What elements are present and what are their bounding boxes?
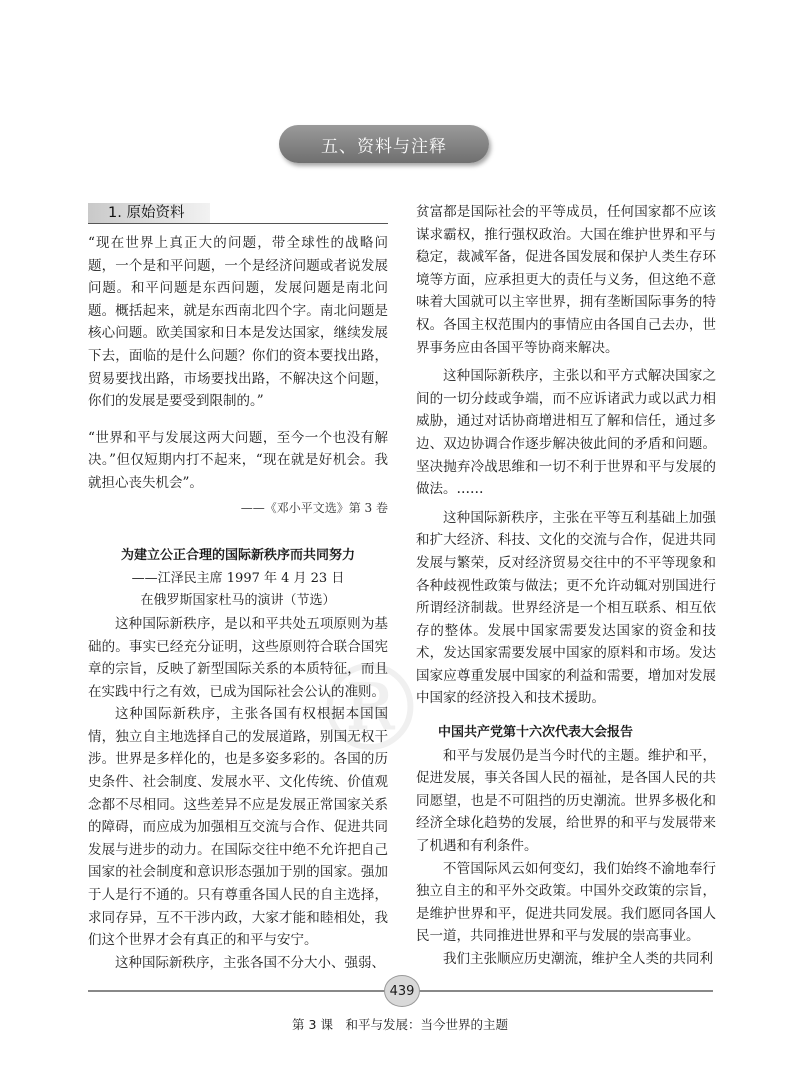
article-paragraph-3: 这种国际新秩序，主张各国不分大小、强弱、: [115, 954, 385, 971]
report-title: 中国共产党第十六次代表大会报告: [438, 725, 634, 741]
article-paragraph-2: 这种国际新秩序，主张各国有权根据本国国情，独立自主地选择自己的发展道路，别国无权干涉。世界是多样化的，也是多姿多彩的。各国的历史条件、社会制度、发展水平、文化传统、价值观念都不尽相同。这些差异不应是发展正常国家关系的障碍，而应成为加强相互交流与合作、促进共同发展与进步的动力。在国际交往中绝不允许把自己国家的社会制度和意识形态强加于别的国家。强加于人是行不通的。只有尊重各国人民的自主选择，求同存异，互不干涉内政，大家才能和睦相处，我们这个世界才会有真正的和平与安宁。: [88, 706, 388, 949]
publisher-watermark: ®: [310, 640, 430, 779]
section-heading-label: 1. 原始资料: [108, 205, 185, 221]
report-paragraph-3: 我们主张顺应历史潮流，维护全人类的共同利: [443, 951, 713, 967]
left-column: [88, 198, 388, 974]
footer-lesson-title: 第 3 课 和平与发展：当今世界的主题: [292, 1017, 508, 1032]
right-column: [416, 201, 716, 971]
page-number: 439: [384, 975, 420, 1007]
article-paragraph-1: 这种国际新秩序，是以和平共处五项原则为基础的。事实已经充分证明，这些原则符合联合国宪章的宗旨，反映了新型国际关系的本质特征，而且在实践中行之有效，已成为国际社会公认的准则。: [88, 615, 388, 700]
article-title: 为建立公正合理的国际新秩序而共同努力: [120, 548, 355, 564]
report-paragraph-2: 不管国际风云如何变幻，我们始终不渝地奉行独立自主的和平外交政策。中国外交政策的宗旨，是维护世界和平，促进共同发展。我们愿同各国人民一道，共同推进世界和平与发展的崇高事业。: [416, 860, 716, 945]
section-heading: [88, 198, 388, 226]
article-author: ——江泽民主席 1997 年 4 月 23 日: [131, 570, 345, 586]
report-paragraph-1: 和平与发展仍是当今时代的主题。维护和平，促进发展，事关各国人民的福祉，是各国人民的共同愿望，也是不可阻挡的历史潮流。世界多极化和经济全球化趋势的发展，给世界的和平与发展带来了机遇和有利条件。: [416, 747, 716, 855]
deng-quote-1: “现在世界上真正大的问题，带全球性的战略问题，一个是和平问题，一个是经济问题或者说发展问题。和平问题是东西问题，发展问题是南北问题。概括起来，就是东西南北四个字。南北问题是核心问题。欧美国家和日本是发达国家，继续发展下去，面临的是什么问题？你们的资本要找出路，贸易要找出路，市场要找出路，不解决这个问题，你们的发展是要受到限制的。”: [88, 235, 388, 410]
deng-quote-2: “世界和平与发展这两大问题，至今一个也没有解决。”但仅短期内打不起来，“现在就是好机会。我就担心丧失机会”。: [88, 429, 388, 491]
quote-source: ——《邓小平文选》第 3 卷: [240, 500, 388, 515]
chapter-banner: 五、资料与注释: [279, 125, 489, 163]
article-paragraph-4: 这种国际新秩序，主张以和平方式解决国家之间的一切分歧或争端，而不应诉诸武力或以武力相威胁，通过对话协商增进相互了解和信任，通过多边、双边协调合作逐步解决彼此间的矛盾和问题。坚决抛弃冷战思维和一切不利于世界和平与发展的做法。……: [416, 368, 716, 498]
article-paragraph-3-cont: 贫富都是国际社会的平等成员，任何国家都不应该谋求霸权，推行强权政治。大国在维护世界和平与稳定，裁减军备，促进各国发展和保护人类生存环境等方面，应承担更大的责任与义务，但这绝不意味着大国就可以主宰世界，拥有垄断国际事务的特权。各国主权范围内的事情应由各国自己去办，世界事务应由各国平等协商来解决。: [416, 204, 716, 356]
article-venue: 在俄罗斯国家杜马的演讲（节选）: [140, 593, 336, 609]
article-paragraph-5: 这种国际新秩序，主张在平等互利基础上加强和扩大经济、科技、文化的交流与合作，促进共同发展与繁荣，反对经济贸易交往中的不平等现象和各种歧视性政策与做法；更不允许动辄对别国进行所谓经济制裁。世界经济是一个相互联系、相互依存的整体。发展中国家需要发达国家的资金和技术，发达国家需要发展中国家的原料和市场。发达国家应尊重发展中国家的利益和需要，增加对发展中国家的经济投入和技术援助。: [416, 509, 716, 707]
